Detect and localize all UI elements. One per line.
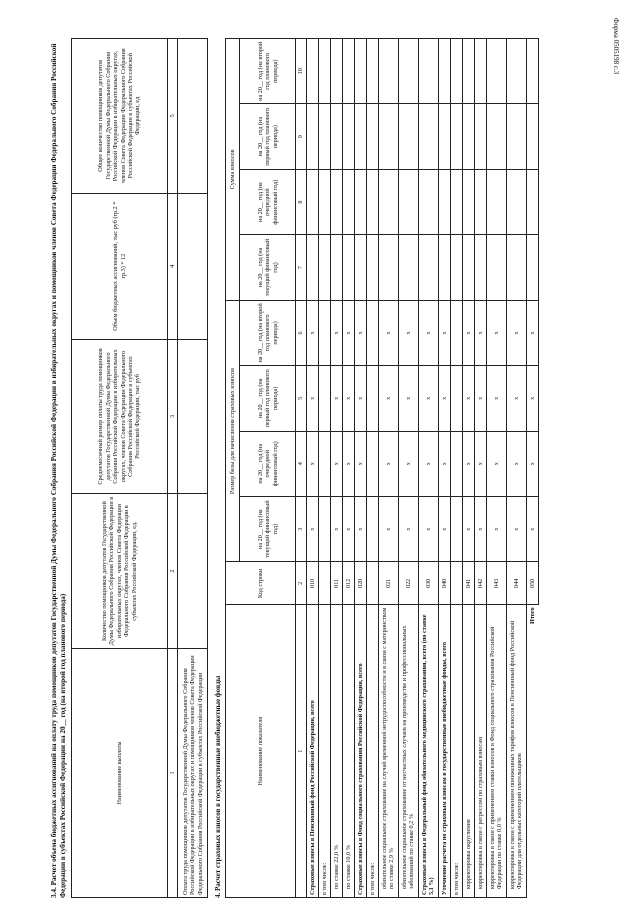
value-cell[interactable] <box>306 104 318 169</box>
cell-x-mark: х <box>378 366 398 431</box>
value-cell[interactable] <box>474 104 486 169</box>
value-cell[interactable] <box>462 169 474 234</box>
cell-x-mark: х <box>378 300 398 365</box>
col-index: 4 <box>296 431 306 496</box>
row-code: 021 <box>378 562 398 605</box>
section-4-title: 4. Расчет страховых взносов в государственные внебюджетные фонды <box>214 675 223 898</box>
row-code: 044 <box>506 562 526 605</box>
cell-x-mark: х <box>342 431 354 496</box>
cell-x-mark: х <box>462 366 474 431</box>
value-cell[interactable] <box>438 39 450 105</box>
row-label: корректировка в связи с применением пониженных тарифов взносов в Пенсионный фонд Российской Федерации для отдельных категорий плательщиков <box>506 605 526 898</box>
col-index: 4 <box>168 193 178 339</box>
table-row <box>354 39 366 898</box>
cell-x-mark: х <box>462 431 474 496</box>
col-header: Количество помощников депутатов Государственной Думы Федерального Собрания Российской Федерации в избирательных округах, членов Совета Федерации Федерального Собрания Российской Федерации в субъектах Российской Федерации, ед. <box>72 494 168 649</box>
value-cell[interactable] <box>366 366 378 431</box>
value-cell[interactable] <box>354 39 366 105</box>
col-index: 10 <box>296 39 306 105</box>
cell-x-mark: х <box>462 496 474 561</box>
cell-x-mark: х <box>342 366 354 431</box>
cell-count[interactable] <box>178 494 208 649</box>
cell-x-mark: х <box>486 431 506 496</box>
cell-x-mark: х <box>330 300 342 365</box>
table-header-row <box>226 39 240 898</box>
cell-x-mark: х <box>330 496 342 561</box>
table-row <box>418 39 438 898</box>
cell-x-mark: х <box>306 431 318 496</box>
row-label: корректировка в связи с применением ставки взносов в Фонд социального страхования Российской Федерации по ставке 0,0 % <box>486 605 506 898</box>
section-4-table <box>225 38 538 898</box>
sub-header: на 20__ год (на очередной финансовый год) <box>240 431 296 496</box>
table-row <box>318 39 330 898</box>
col-index: 5 <box>296 366 306 431</box>
value-cell[interactable] <box>526 39 538 105</box>
row-label: обязательное социальное страхование на случай временной нетрудоспособности и в связи с материнством по ставке 2,9 % <box>378 605 398 898</box>
cell-x-mark: х <box>378 496 398 561</box>
value-cell[interactable] <box>354 169 366 234</box>
sub-header: на 20__ год (на очередной финансовый год) <box>240 169 296 234</box>
cell-x-mark: х <box>398 300 418 365</box>
value-cell[interactable] <box>342 39 354 105</box>
cell-x-mark: х <box>526 300 538 365</box>
cell-x-mark: х <box>306 300 318 365</box>
row-code <box>318 562 330 605</box>
value-cell[interactable] <box>306 39 318 105</box>
table-row <box>342 39 354 898</box>
value-cell[interactable] <box>318 496 330 561</box>
table-row <box>366 39 378 898</box>
row-code: 042 <box>474 562 486 605</box>
row-code: 012 <box>342 562 354 605</box>
value-cell[interactable] <box>398 104 418 169</box>
row-code: 011 <box>330 562 342 605</box>
value-cell[interactable] <box>398 39 418 105</box>
row-label: Страховые взносы в Федеральный фонд обязательного медицинского страхования, всего (по ставке 5,1 %) <box>418 605 438 898</box>
table-row <box>178 39 208 898</box>
value-cell[interactable] <box>474 39 486 105</box>
cell-x-mark: х <box>474 366 486 431</box>
sub-header: на 20__ год (на второй год планового периода) <box>240 39 296 105</box>
col-index: 5 <box>168 39 178 194</box>
col-index: 3 <box>296 496 306 561</box>
cell-x-mark: х <box>526 431 538 496</box>
col-index: 3 <box>168 339 178 494</box>
col-index: 2 <box>296 562 306 605</box>
sub-header: на 20__ год (на текущий финансовый год) <box>240 496 296 561</box>
cell-x-mark: х <box>330 366 342 431</box>
table-row <box>450 39 462 898</box>
col-index: 1 <box>168 648 178 897</box>
table-row <box>462 39 474 898</box>
cell-x-mark: х <box>462 300 474 365</box>
column-index-row <box>296 39 306 898</box>
cell-x-mark: х <box>506 300 526 365</box>
value-cell[interactable] <box>366 235 378 300</box>
table-row <box>474 39 486 898</box>
row-label: по ставке 22,0 % <box>330 605 342 898</box>
row-label: корректировка в связи с регрессом по страховым взносам <box>474 605 486 898</box>
value-cell[interactable] <box>450 39 462 105</box>
col-header: Наименование выплаты <box>72 648 168 897</box>
row-code: 030 <box>418 562 438 605</box>
col-index: 9 <box>296 104 306 169</box>
value-cell[interactable] <box>366 104 378 169</box>
row-label: в том числе: <box>318 605 330 898</box>
row-label: по ставке 10,0 % <box>342 605 354 898</box>
value-cell[interactable] <box>330 39 342 105</box>
row-label: в том числе: <box>450 605 462 898</box>
cell-salary[interactable] <box>178 339 208 494</box>
value-cell[interactable] <box>318 300 330 365</box>
cell-x-mark: х <box>354 496 366 561</box>
row-label: Оплата труда помощников депутатов Государственной Думы Федерального Собрания Российской Федерации в избирательных округах и помощников членов Совета Федерации Федерального Собрания Российской Федерации в субъектах Российской Федерации <box>178 648 208 897</box>
value-cell[interactable] <box>306 169 318 234</box>
value-cell[interactable] <box>486 39 506 105</box>
total-label: Итого <box>526 605 538 898</box>
value-cell[interactable] <box>378 235 398 300</box>
cell-x-mark: х <box>306 366 318 431</box>
value-cell[interactable] <box>318 235 330 300</box>
value-cell[interactable] <box>450 366 462 431</box>
value-cell[interactable] <box>474 169 486 234</box>
row-code: 010 <box>306 562 318 605</box>
group-header-base: Размер базы для начисления страховых взносов <box>226 300 240 562</box>
value-cell[interactable] <box>366 300 378 365</box>
cell-x-mark: х <box>330 431 342 496</box>
value-cell[interactable] <box>418 235 438 300</box>
value-cell[interactable] <box>506 39 526 105</box>
cell-amount[interactable] <box>178 193 208 339</box>
value-cell[interactable] <box>450 431 462 496</box>
section-4-body <box>306 39 538 898</box>
value-cell[interactable] <box>398 235 418 300</box>
cell-x-mark: х <box>398 496 418 561</box>
value-cell[interactable] <box>438 169 450 234</box>
row-code <box>366 562 378 605</box>
cell-x-mark: х <box>486 496 506 561</box>
col-index: 2 <box>168 494 178 649</box>
cell-x-mark: х <box>418 300 438 365</box>
value-cell[interactable] <box>506 169 526 234</box>
value-cell[interactable] <box>306 235 318 300</box>
rotated-content <box>50 38 600 898</box>
value-cell[interactable] <box>462 39 474 105</box>
cell-x-mark: х <box>354 300 366 365</box>
value-cell[interactable] <box>342 104 354 169</box>
cell-x-mark: х <box>354 366 366 431</box>
value-cell[interactable] <box>526 235 538 300</box>
value-cell[interactable] <box>366 496 378 561</box>
column-index-row <box>168 39 178 898</box>
value-cell[interactable] <box>366 169 378 234</box>
cell-x-mark: х <box>354 431 366 496</box>
cell-x-mark: х <box>418 366 438 431</box>
value-cell[interactable] <box>354 104 366 169</box>
cell-total-count[interactable] <box>178 39 208 194</box>
cell-x-mark: х <box>342 496 354 561</box>
cell-x-mark: х <box>342 300 354 365</box>
value-cell[interactable] <box>526 104 538 169</box>
sub-header: на 20__ год (на текущий финансовый год) <box>240 235 296 300</box>
value-cell[interactable] <box>438 235 450 300</box>
cell-x-mark: х <box>506 431 526 496</box>
value-cell[interactable] <box>318 104 330 169</box>
section-3-title: 3.4. Расчет объема бюджетных ассигнований на оплату труда помощников депутатов Государственной Думы Федерального Собрания Российской Федерации в избирательных округах и помощников членов Совета Федерации Федерального Собрания Российской Федерации в субъектах Российской Федерации на 20__ год (на второй год планового периода) <box>50 43 67 898</box>
row-label: Уточнение расчета по страховым взносам в государственные внебюджетные фонды, всего <box>438 605 450 898</box>
col-index: 6 <box>296 300 306 365</box>
col-index: 8 <box>296 169 306 234</box>
value-cell[interactable] <box>342 235 354 300</box>
value-cell[interactable] <box>486 104 506 169</box>
cell-x-mark: х <box>474 300 486 365</box>
section-3-table <box>71 38 208 898</box>
row-label: корректировка округления <box>462 605 474 898</box>
value-cell[interactable] <box>318 169 330 234</box>
row-label: Страховые взносы в Пенсионный фонд Российской Федерации, всего <box>306 605 318 898</box>
value-cell[interactable] <box>330 235 342 300</box>
table-row <box>378 39 398 898</box>
value-cell[interactable] <box>318 431 330 496</box>
table-row <box>398 39 418 898</box>
cell-x-mark: х <box>438 431 450 496</box>
cell-x-mark: х <box>474 431 486 496</box>
row-code: 050 <box>526 562 538 605</box>
col-header: Среднемесячный размер оплаты труда помощников депутатов Государственной Думы Федерального Собрания Российской Федерации в избирательных округах, членов Совета Федерации Федерального Собрания Российской Федерации в субъектах Российской Федерации, тыс руб <box>72 339 168 494</box>
row-label: Страховые взносы в Фонд социального страхования Российской Федерации, всего <box>354 605 366 898</box>
row-label: в том числе: <box>366 605 378 898</box>
value-cell[interactable] <box>450 169 462 234</box>
cell-x-mark: х <box>418 431 438 496</box>
sub-header: на 20__ год (на первый год планового периода) <box>240 366 296 431</box>
form-code-block <box>606 18 620 138</box>
value-cell[interactable] <box>330 104 342 169</box>
value-cell[interactable] <box>462 104 474 169</box>
col-index: 7 <box>296 235 306 300</box>
col-header-code: Код строки <box>226 562 296 605</box>
row-code: 041 <box>462 562 474 605</box>
value-cell[interactable] <box>318 366 330 431</box>
value-cell[interactable] <box>486 169 506 234</box>
value-cell[interactable] <box>378 104 398 169</box>
cell-x-mark: х <box>526 496 538 561</box>
cell-x-mark: х <box>438 300 450 365</box>
cell-x-mark: х <box>506 496 526 561</box>
value-cell[interactable] <box>506 235 526 300</box>
value-cell[interactable] <box>366 39 378 105</box>
cell-x-mark: х <box>378 431 398 496</box>
row-code: 040 <box>438 562 450 605</box>
sub-header: на 20__ год (на первый год планового периода) <box>240 104 296 169</box>
table-row <box>486 39 506 898</box>
value-cell[interactable] <box>354 235 366 300</box>
table-row <box>438 39 450 898</box>
value-cell[interactable] <box>418 104 438 169</box>
group-header-sum: Сумма взносов <box>226 39 240 301</box>
value-cell[interactable] <box>506 104 526 169</box>
table-row <box>506 39 526 898</box>
value-cell[interactable] <box>418 169 438 234</box>
value-cell[interactable] <box>450 235 462 300</box>
row-code: 022 <box>398 562 418 605</box>
cell-x-mark: х <box>418 496 438 561</box>
cell-x-mark: х <box>438 496 450 561</box>
value-cell[interactable] <box>462 235 474 300</box>
value-cell[interactable] <box>526 169 538 234</box>
form-code: Форма 0505198 с.3 <box>612 18 620 75</box>
table-row <box>306 39 318 898</box>
col-index: 1 <box>296 605 306 898</box>
row-code: 020 <box>354 562 366 605</box>
value-cell[interactable] <box>474 235 486 300</box>
row-code <box>450 562 462 605</box>
cell-x-mark: х <box>398 366 418 431</box>
col-header: Объем бюджетных ассигнований, тыс руб (гр.2 * гр.3) * 12 <box>72 193 168 339</box>
col-header: Общее количество помощников депутатов Государственной Думы Федерального Собрания Российской Федерации в избирательных округах, членов Совета Федерации Федерального Собрания Российской Федерации в субъектах Российской Федерации, ед <box>72 39 168 194</box>
value-cell[interactable] <box>330 169 342 234</box>
table-header-row <box>72 39 168 898</box>
cell-x-mark: х <box>526 366 538 431</box>
value-cell[interactable] <box>450 300 462 365</box>
cell-x-mark: х <box>486 366 506 431</box>
cell-x-mark: х <box>398 431 418 496</box>
cell-x-mark: х <box>506 366 526 431</box>
value-cell[interactable] <box>438 104 450 169</box>
value-cell[interactable] <box>378 39 398 105</box>
row-label: обязательное социальное страхование от несчастных случаев на производстве и профессиональных заболеваний по ставке 0,2 % <box>398 605 418 898</box>
value-cell[interactable] <box>318 39 330 105</box>
row-code: 043 <box>486 562 506 605</box>
table-row <box>330 39 342 898</box>
cell-x-mark: х <box>306 496 318 561</box>
value-cell[interactable] <box>366 431 378 496</box>
value-cell[interactable] <box>378 169 398 234</box>
value-cell[interactable] <box>398 169 418 234</box>
table-row <box>526 39 538 898</box>
cell-x-mark: х <box>486 300 506 365</box>
sub-header: на 20__ год (на второй год планового периода) <box>240 300 296 365</box>
value-cell[interactable] <box>486 235 506 300</box>
value-cell[interactable] <box>450 496 462 561</box>
value-cell[interactable] <box>418 39 438 105</box>
col-header-name: Наименование показателя <box>226 605 296 898</box>
value-cell[interactable] <box>450 104 462 169</box>
value-cell[interactable] <box>342 169 354 234</box>
cell-x-mark: х <box>438 366 450 431</box>
cell-x-mark: х <box>474 496 486 561</box>
